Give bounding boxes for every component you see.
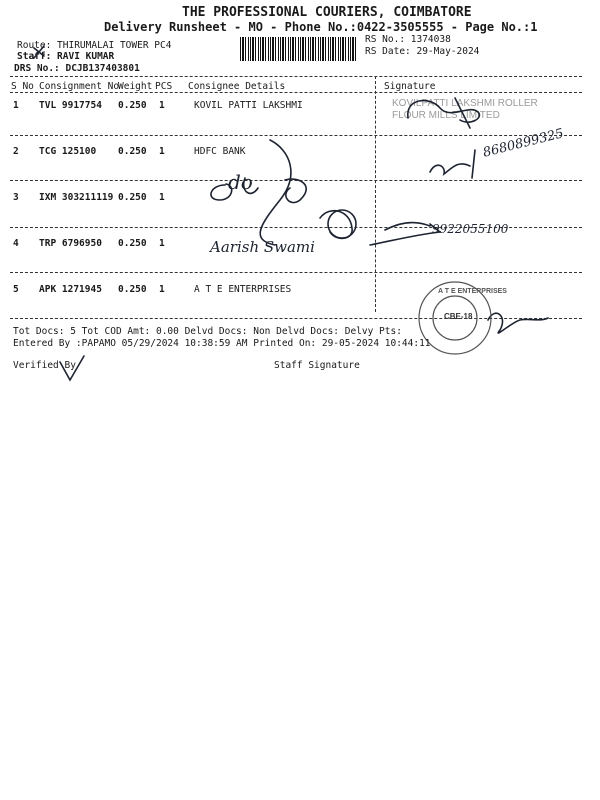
col-sno: S No [11, 81, 34, 92]
row-weight: 0.250 [118, 284, 147, 295]
entered-line: Entered By :PAPAMO 05/29/2024 10:38:59 AM Printed On: 29-05-2024 10:44:11 [13, 338, 431, 349]
row-consignee: KOVIL PATTI LAKSHMI [194, 100, 303, 111]
row-weight: 0.250 [118, 100, 147, 111]
signature-scribble [370, 223, 440, 245]
col-weight: Weight [118, 81, 153, 92]
staff-signature-label: Staff Signature [274, 360, 360, 371]
staff-label: Staff: RAVI KUMAR [17, 51, 115, 62]
runsheet-title: Delivery Runsheet - MO - Phone No.:0422-3505555 - Page No.:1 [104, 20, 538, 34]
row-weight: 0.250 [118, 238, 147, 249]
signature-scribble [430, 164, 470, 174]
signature-scribble [34, 46, 44, 58]
handwritten-phone: 8680899325 [481, 126, 566, 161]
signature-scribble [408, 101, 480, 123]
row-pcs: 1 [159, 146, 165, 157]
row-consignee: HDFC BANK [194, 146, 246, 157]
signature-scribble [320, 211, 352, 239]
row-consignee: A T E ENTERPRISES [194, 284, 292, 295]
drs-label: DRS No.: DCJB137403801 [14, 63, 140, 74]
rs-number: RS No.: 1374038 [365, 34, 451, 45]
col-pcs: PCS [155, 81, 173, 92]
rs-date: RS Date: 29-May-2024 [365, 46, 480, 57]
row-weight: 0.250 [118, 192, 147, 203]
row-pcs: 1 [159, 192, 165, 203]
signature-scribble [455, 98, 470, 128]
row-consignment: APK 1271945 [39, 284, 102, 295]
row-sno: 3 [13, 192, 19, 203]
row-sno: 1 [13, 100, 19, 111]
round-stamp-center: CBE-18 [444, 312, 473, 321]
verified-by: Verified By [13, 360, 76, 371]
row-consignment: TVL 9917754 [39, 100, 102, 111]
company-stamp: KOVILPATTI LAKSHMI ROLLER FLOUR MILLS LIMITED [392, 98, 538, 121]
handwritten-name: Aarish Swami [210, 238, 315, 256]
row-sno: 4 [13, 238, 19, 249]
row-pcs: 1 [159, 284, 165, 295]
signature-scribble [472, 150, 475, 178]
row-sno: 5 [13, 284, 19, 295]
row-pcs: 1 [159, 100, 165, 111]
handwritten-name: do [228, 170, 253, 194]
row-sno: 2 [13, 146, 19, 157]
route-label: Route: THIRUMALAI TOWER PC4 [17, 40, 172, 51]
handwritten-phone: 9922055100 [432, 222, 509, 236]
row-consignment: TCG 125100 [39, 146, 97, 157]
totals-line: Tot Docs: 5 Tot COD Amt: 0.00 Delvd Docs: Non Delvd Docs: Delvy Pts: [13, 326, 402, 337]
row-consignment: IXM 303211119 [39, 192, 114, 203]
row-weight: 0.250 [118, 146, 147, 157]
signature-scribble [285, 179, 306, 202]
col-signature: Signature [384, 81, 436, 92]
company-title: THE PROFESSIONAL COURIERS, COIMBATORE [182, 5, 472, 20]
round-stamp-ring-text: A T E ENTERPRISES [438, 288, 507, 295]
signature-scribble [488, 313, 548, 333]
row-consignment: TRP 6796950 [39, 238, 102, 249]
col-consignment: Consignment No [39, 81, 120, 92]
col-consignee: Consignee Details [188, 81, 286, 92]
row-pcs: 1 [159, 238, 165, 249]
